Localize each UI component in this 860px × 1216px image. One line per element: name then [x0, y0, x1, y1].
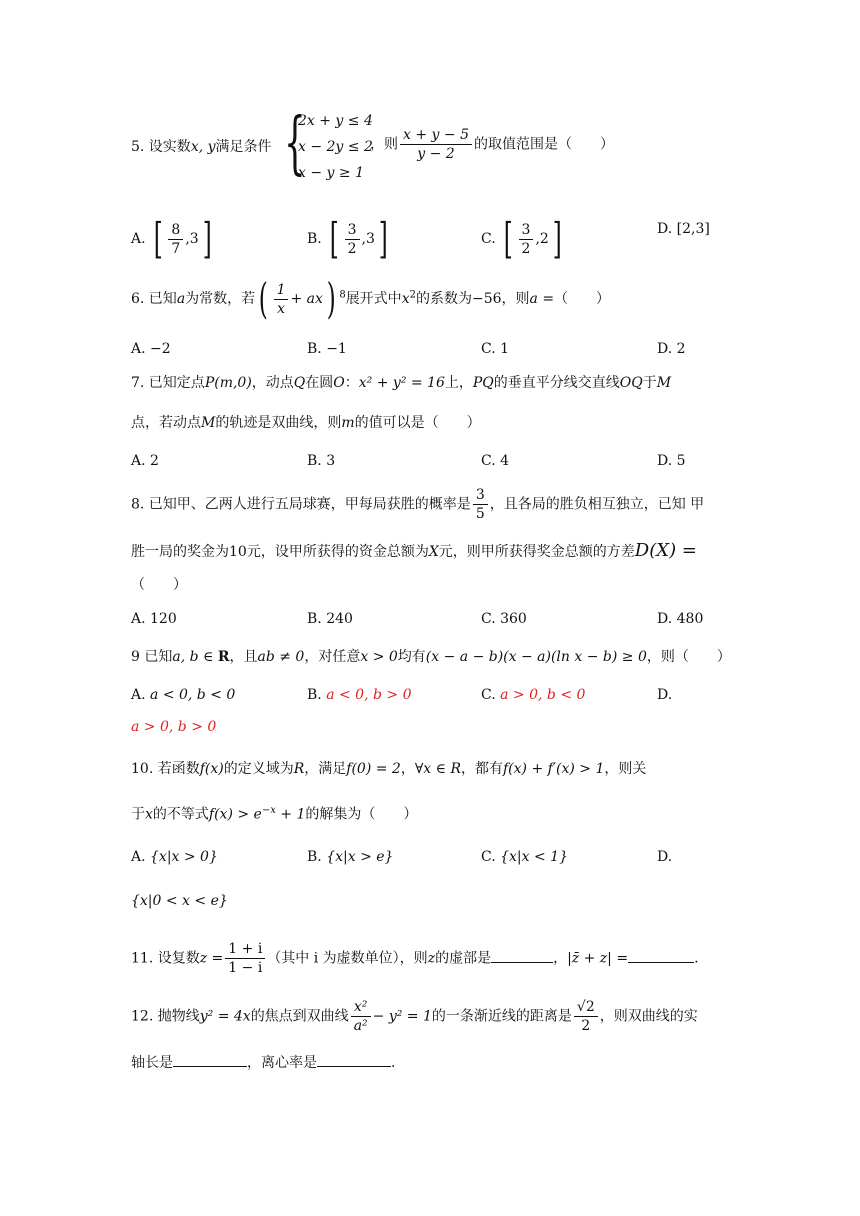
- q9-options: [131, 684, 731, 714]
- q8-option-b: B. 240: [307, 611, 353, 627]
- q6-option-b: B. −1: [307, 341, 347, 357]
- question-8-line-1: 8. 已知甲、乙两人进行五局球赛，甲每局获胜的概率是 $\frac{3}{5}$ ，且各局的胜负相互独立，已知 甲: [131, 487, 705, 522]
- q10-option-b: B. {x|x > e}: [307, 849, 394, 865]
- q5-constraint-1: 2x + y ≤ 4: [298, 113, 373, 129]
- q10-option-c: C. {x|x < 1}: [481, 849, 568, 865]
- q9-option-d-label: D.: [657, 687, 673, 703]
- q10-option-a: A. {x|x > 0}: [131, 849, 218, 865]
- q9-option-a: A. a < 0, b < 0: [131, 687, 236, 703]
- q5-option-a: A. [ $\frac{8}{7}$ ,3]: [131, 214, 212, 263]
- q6-option-c: C. 1: [481, 341, 510, 357]
- q5-constraint-3: x − y ≥ 1: [298, 165, 364, 181]
- q8-option-c: C. 360: [481, 611, 527, 627]
- q8-option-a: A. 120: [131, 611, 177, 627]
- q8-option-d: D. 480: [657, 611, 704, 627]
- q12-blank-2[interactable]: [317, 1052, 391, 1067]
- q7-option-b: B. 3: [307, 453, 336, 469]
- question-5: 5. 设实数x, y满足条件: [131, 139, 272, 155]
- question-6: 6. 已知a为常数，若( $\frac{1}{x}$ + ax) $^8$展开式中$x^2$的系数为−56，则a =（ ）: [131, 274, 611, 323]
- q5-option-d: D. [2,3]: [657, 221, 710, 237]
- q9-option-d-value: a > 0, b > 0: [131, 719, 217, 735]
- q7-options: [131, 450, 731, 480]
- q11-blank-1[interactable]: [491, 948, 553, 963]
- q5-option-c: C. [ $\frac{3}{2}$ ,2]: [481, 214, 562, 263]
- question-10-line-2: 于x的不等式$f(x) > e^{-x} + 1$的解集为（ ）: [131, 805, 418, 823]
- question-9: 9 已知a, b ∈ R，且ab ≠ 0，对任意x > 0均有(x − a − b)(x − a)(ln x − b) ≥ 0，则（ ）: [131, 649, 731, 665]
- q6-options: [131, 338, 731, 368]
- q5-options: [131, 210, 731, 263]
- question-12-line-2: 轴长是 ，离心率是 .: [131, 1052, 731, 1074]
- q10-options: [131, 846, 731, 876]
- question-11: 11. 设复数z = $\frac{1 + i}{1 - i}$ （其中 i 为虚数单位），则z的虚部是 ，|z̄ + z| = .: [131, 941, 699, 976]
- q7-option-c: C. 4: [481, 453, 510, 469]
- q5-brace: {: [284, 104, 306, 183]
- q5-constraint-2: x − 2y ≤ 2: [298, 139, 373, 155]
- q9-option-c: C. a > 0, b < 0: [481, 687, 586, 703]
- q5-fraction: $\frac{x + y - 5}{y - 2}$: [400, 126, 472, 163]
- question-7-line-1: 7. 已知定点P(m,0)，动点Q在圆O：x² + y² = 16上，PQ的垂直平分线交直线OQ于M: [131, 375, 672, 391]
- q5-expression: ，则 $\frac{x + y - 5}{y - 2}$ 的取值范围是（ ）: [370, 127, 614, 162]
- q9-option-b: B. a < 0, b > 0: [307, 687, 412, 703]
- question-8-line-3: （ ）: [131, 577, 187, 593]
- q7-option-d: D. 5: [657, 453, 686, 469]
- question-7-line-2: 点，若动点M的轨迹是双曲线，则m的值可以是（ ）: [131, 415, 481, 431]
- question-8-line-2: 胜一局的奖金为10元，设甲所获得的资金总额为X元，则甲所获得奖金总额的方差D(X) =: [131, 540, 697, 561]
- q6-option-a: A. −2: [131, 341, 171, 357]
- question-10-line-1: 10. 若函数f(x)的定义域为R，满足f(0) = 2，∀x ∈ R，都有f(x) + f′(x) > 1，则关: [131, 761, 647, 777]
- q10-option-d-label: D.: [657, 849, 673, 865]
- q10-option-d-value: {x|0 < x < e}: [131, 893, 228, 909]
- question-12-line-1: 12. 抛物线y² = 4x的焦点到双曲线 $\frac{\text{x²}}{\text{a²}}$ − y² = 1的一条渐近线的距离是 $\frac{√2}{2}$ ，则双曲线的实: [131, 999, 698, 1034]
- q12-blank-1[interactable]: [173, 1052, 247, 1067]
- q5-option-b: B. [ $\frac{3}{2}$ ,3]: [307, 214, 388, 263]
- q8-options: [131, 608, 731, 638]
- q11-blank-2[interactable]: [628, 948, 694, 963]
- q6-option-d: D. 2: [657, 341, 686, 357]
- q7-option-a: A. 2: [131, 453, 159, 469]
